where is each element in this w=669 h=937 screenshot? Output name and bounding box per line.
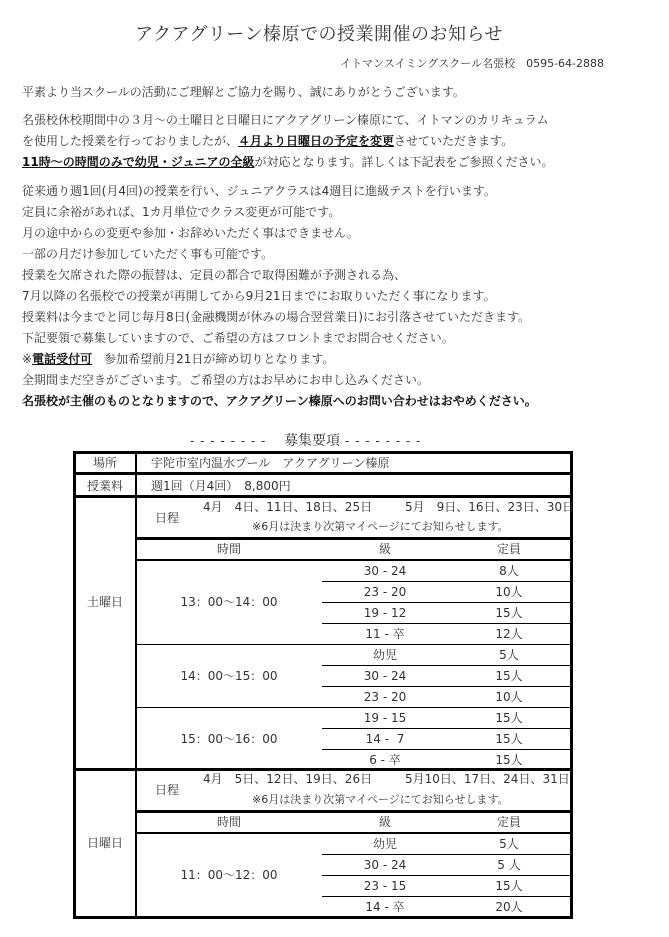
class-level: 23 - 20 [363, 585, 407, 599]
fee-value: 週1回（月4回） 8,800円 [151, 479, 291, 493]
block-divider [136, 707, 572, 708]
class-capacity: 12人 [495, 627, 523, 641]
detail-line: 授業を欠席された際の振替は、定員の都合で取得困難が予測される為、 [22, 268, 407, 282]
heading-dashes-right: - - - - - - - - [345, 434, 422, 448]
class-level: 19 - 15 [363, 711, 407, 725]
detail-line: 従来通り週1回(月4回)の授業を行い、ジュニアクラスは4週目に進級テストを行います。 [22, 184, 496, 198]
recruitment-heading: 募集要項 [284, 433, 340, 449]
class-level: 19 - 12 [363, 606, 407, 620]
detail-line: 授業料は今までと同じ毎月8日(金融機関が休みの場合翌営業日)にお引落させていただきます。 [22, 310, 531, 324]
detail-line: 一部の月だけ参加していただく事も可能です。 [22, 247, 274, 261]
sub-row-divider [322, 665, 572, 666]
change-notice-emphasis: ４月より日曜日の予定を変更 [238, 134, 395, 148]
time-slot: 14：00～15：00 [180, 669, 278, 683]
class-level: 30 - 24 [363, 669, 407, 683]
saturday-april-dates: 4月 4日、11日、18日、25日 [203, 500, 373, 514]
sub-row-divider [322, 581, 572, 582]
sub-row-divider [322, 623, 572, 624]
class-capacity: 5人 [499, 648, 519, 662]
row-divider [136, 810, 572, 813]
saturday-june-note: ※6月は決まり次第マイページにてお知らせします。 [252, 520, 509, 533]
sub-row-divider [322, 728, 572, 729]
row-divider [136, 537, 572, 540]
row-divider [136, 832, 572, 834]
column-header-time: 時間 [216, 542, 241, 556]
fee-label: 授業料 [86, 479, 123, 493]
sub-row-divider [322, 749, 572, 750]
row-divider [74, 768, 572, 771]
class-capacity: 15人 [495, 879, 523, 893]
page-title: アクアグリーン榛原での授業開催のお知らせ [135, 24, 504, 45]
class-level: 幼児 [372, 837, 397, 851]
saturday-schedule-label: 日程 [155, 511, 180, 525]
sub-row-divider [322, 875, 572, 876]
class-capacity: 5人 [499, 837, 519, 851]
sunday-schedule-label: 日程 [155, 783, 180, 797]
column-header-time: 時間 [216, 815, 241, 829]
change-notice-line-3 [22, 155, 554, 169]
location-value: 宇陀市室内温水プール アクアグリーン榛原 [151, 456, 390, 470]
change-notice-text: を使用した授業を行っておりましたが、 [22, 134, 239, 148]
phone-line [22, 352, 334, 366]
change-notice-line-2 [22, 134, 513, 148]
greeting: 平素より当スクールの活動にご理解とご協力を賜り、誠にありがとうございます。 [22, 85, 465, 99]
class-level: 23 - 15 [363, 879, 407, 893]
class-level: 6 - 卒 [369, 753, 401, 767]
sunday-june-note: ※6月は決まり次第マイページにてお知らせします。 [252, 793, 509, 806]
class-level: 30 - 24 [363, 564, 407, 578]
class-capacity: 8人 [499, 564, 519, 578]
availability-line: 全期間まだ空きがございます。ご希望の方はお早めにお申し込みください。 [22, 373, 430, 387]
warning-line: 名張校が主催のものとなりますので、アクアグリーン榛原へのお問い合わせはおやめください。 [22, 394, 537, 408]
column-header-capacity: 定員 [496, 542, 521, 556]
row-divider [74, 495, 572, 498]
location-label: 場所 [92, 456, 117, 470]
heading-dashes-left: - - - - - - - - [190, 434, 267, 448]
time-slot: 15：00～16：00 [180, 732, 278, 746]
phone-accepted-emphasis: 電話受付可 [32, 352, 93, 366]
class-capacity: 10人 [495, 690, 523, 704]
detail-line: 下記要領で募集していますので、ご希望の方はフロントまでお問合せください。 [22, 331, 454, 345]
column-header-level: 級 [378, 542, 391, 556]
class-capacity: 15人 [495, 753, 523, 767]
class-capacity: 15人 [495, 732, 523, 746]
saturday-label: 土曜日 [86, 595, 123, 609]
sender-info: イトマンスイミングスクール名張校 0595-64-2888 [340, 57, 604, 70]
class-level: 14 - 7 [365, 732, 405, 746]
row-divider [136, 559, 572, 561]
class-capacity: 15人 [495, 669, 523, 683]
class-level: 幼児 [372, 648, 397, 662]
change-notice-line-1: 名張校休校期間中の３月～の土曜日と日曜日にアクアグリーン榛原にて、イトマンのカリキュラム [22, 113, 549, 127]
saturday-may-dates: 5月 9日、16日、23日、30日 [405, 500, 575, 514]
row-divider [74, 472, 572, 475]
sunday-april-dates: 4月 5日、12日、19日、26日 [203, 772, 373, 786]
class-level: 30 - 24 [363, 858, 407, 872]
sub-row-divider [322, 896, 572, 897]
class-capacity: 20人 [495, 900, 523, 914]
change-notice-emphasis: 11時～の時間のみで幼児・ジュニアの全級 [22, 155, 255, 169]
column-header-capacity: 定員 [496, 815, 521, 829]
class-capacity: 15人 [495, 711, 523, 725]
time-slot: 11：00～12：00 [180, 868, 278, 882]
change-notice-text: が対応となります。詳しくは下記表をご参照ください。 [254, 155, 554, 169]
class-level: 23 - 20 [363, 690, 407, 704]
sunday-label: 日曜日 [86, 836, 123, 850]
deadline-text: 参加希望前月21日が締め切りとなります。 [92, 352, 335, 366]
class-capacity: 10人 [495, 585, 523, 599]
class-level: 14 - 卒 [365, 900, 405, 914]
sub-row-divider [322, 686, 572, 687]
sub-row-divider [322, 602, 572, 603]
class-level: 11 - 卒 [365, 627, 405, 641]
class-capacity: 5 人 [497, 858, 521, 872]
note-mark: ※ [22, 352, 33, 366]
detail-line: 月の途中からの変更や参加・お辞めいただく事はできません。 [22, 226, 359, 240]
block-divider [136, 644, 572, 645]
change-notice-text: させていただきます。 [394, 134, 514, 148]
class-capacity: 15人 [495, 606, 523, 620]
sunday-may-dates: 5月10日、17日、24日、31日 [405, 772, 570, 786]
sub-row-divider [322, 854, 572, 855]
detail-line: 定員に余裕があれば、1カ月単位でクラス変更が可能です。 [22, 205, 341, 219]
detail-line: 7月以降の名張校での授業が再開してから9月21日までにお取りいただく事になります。 [22, 289, 496, 303]
time-slot: 13：00～14：00 [180, 595, 278, 609]
column-header-level: 級 [378, 815, 391, 829]
